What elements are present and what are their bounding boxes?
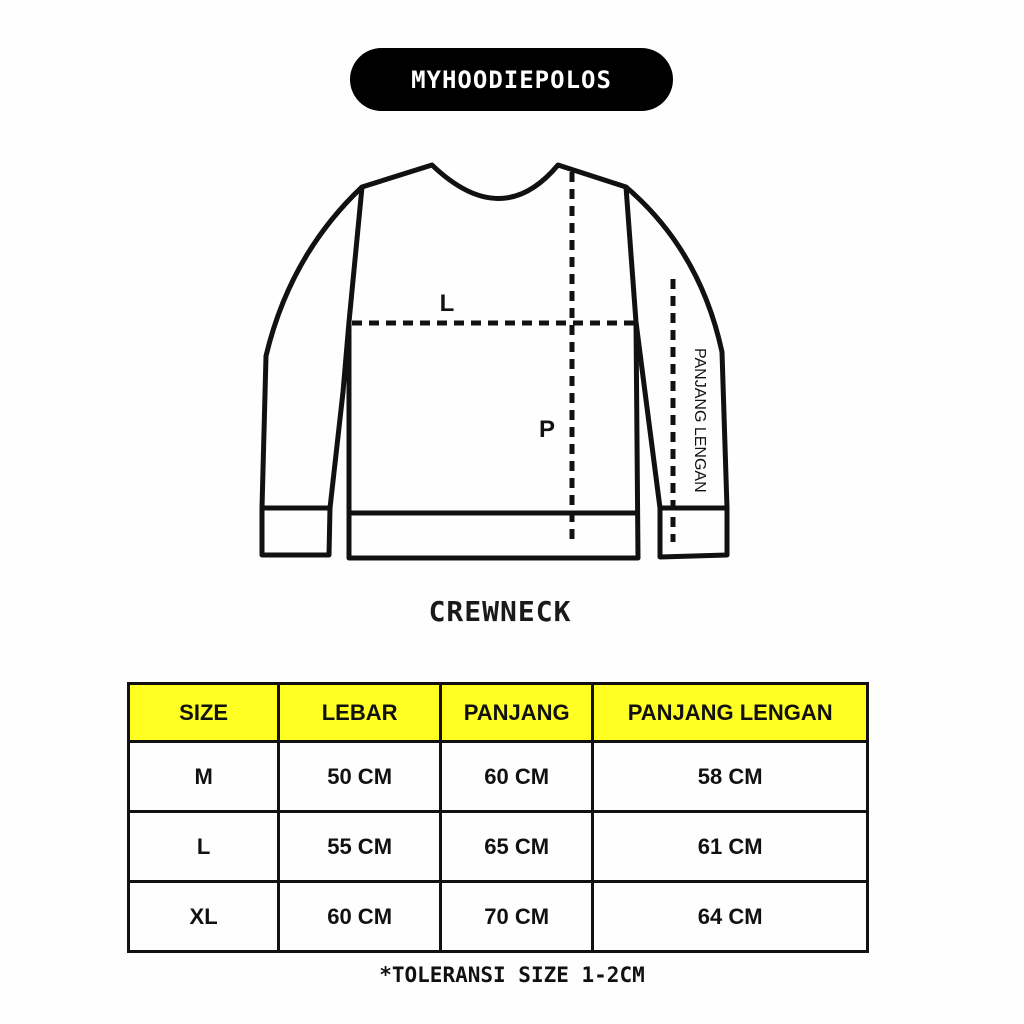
panjang-cell: 70 CM (441, 882, 593, 952)
table-row (129, 742, 868, 812)
left-cuff-outline (262, 508, 330, 555)
panjang-lengan-cell: 58 CM (593, 742, 868, 812)
panjang-cell: 60 CM (441, 742, 593, 812)
panjang-lengan-cell: 61 CM (593, 812, 868, 882)
panjang-cell: 65 CM (441, 812, 593, 882)
panjang-lengan-cell: 64 CM (593, 882, 868, 952)
right-cuff-outline (660, 508, 727, 557)
width-label: L (439, 290, 455, 317)
size-cell: L (129, 812, 279, 882)
table-row (129, 882, 868, 952)
sleeve-length-label: PANJANG LENGAN (691, 348, 708, 493)
column-header-size: SIZE (129, 684, 279, 742)
sweater-body-outline (349, 165, 638, 558)
length-label: P (538, 416, 556, 443)
table-header-row (129, 684, 868, 742)
column-header-lebar: LEBAR (279, 684, 441, 742)
size-cell: M (129, 742, 279, 812)
right-sleeve-outline (626, 187, 727, 508)
lebar-cell: 60 CM (279, 882, 441, 952)
lebar-cell: 55 CM (279, 812, 441, 882)
brand-name: MYHOODIEPOLOS (411, 65, 612, 94)
tolerance-note: *TOLERANSI SIZE 1-2CM (379, 963, 645, 987)
size-table (127, 682, 869, 953)
style-name: CREWNECK (428, 595, 572, 628)
column-header-panjang-lengan: PANJANG LENGAN (593, 684, 868, 742)
size-cell: XL (129, 882, 279, 952)
table-row (129, 812, 868, 882)
lebar-cell: 50 CM (279, 742, 441, 812)
column-header-panjang: PANJANG (441, 684, 593, 742)
